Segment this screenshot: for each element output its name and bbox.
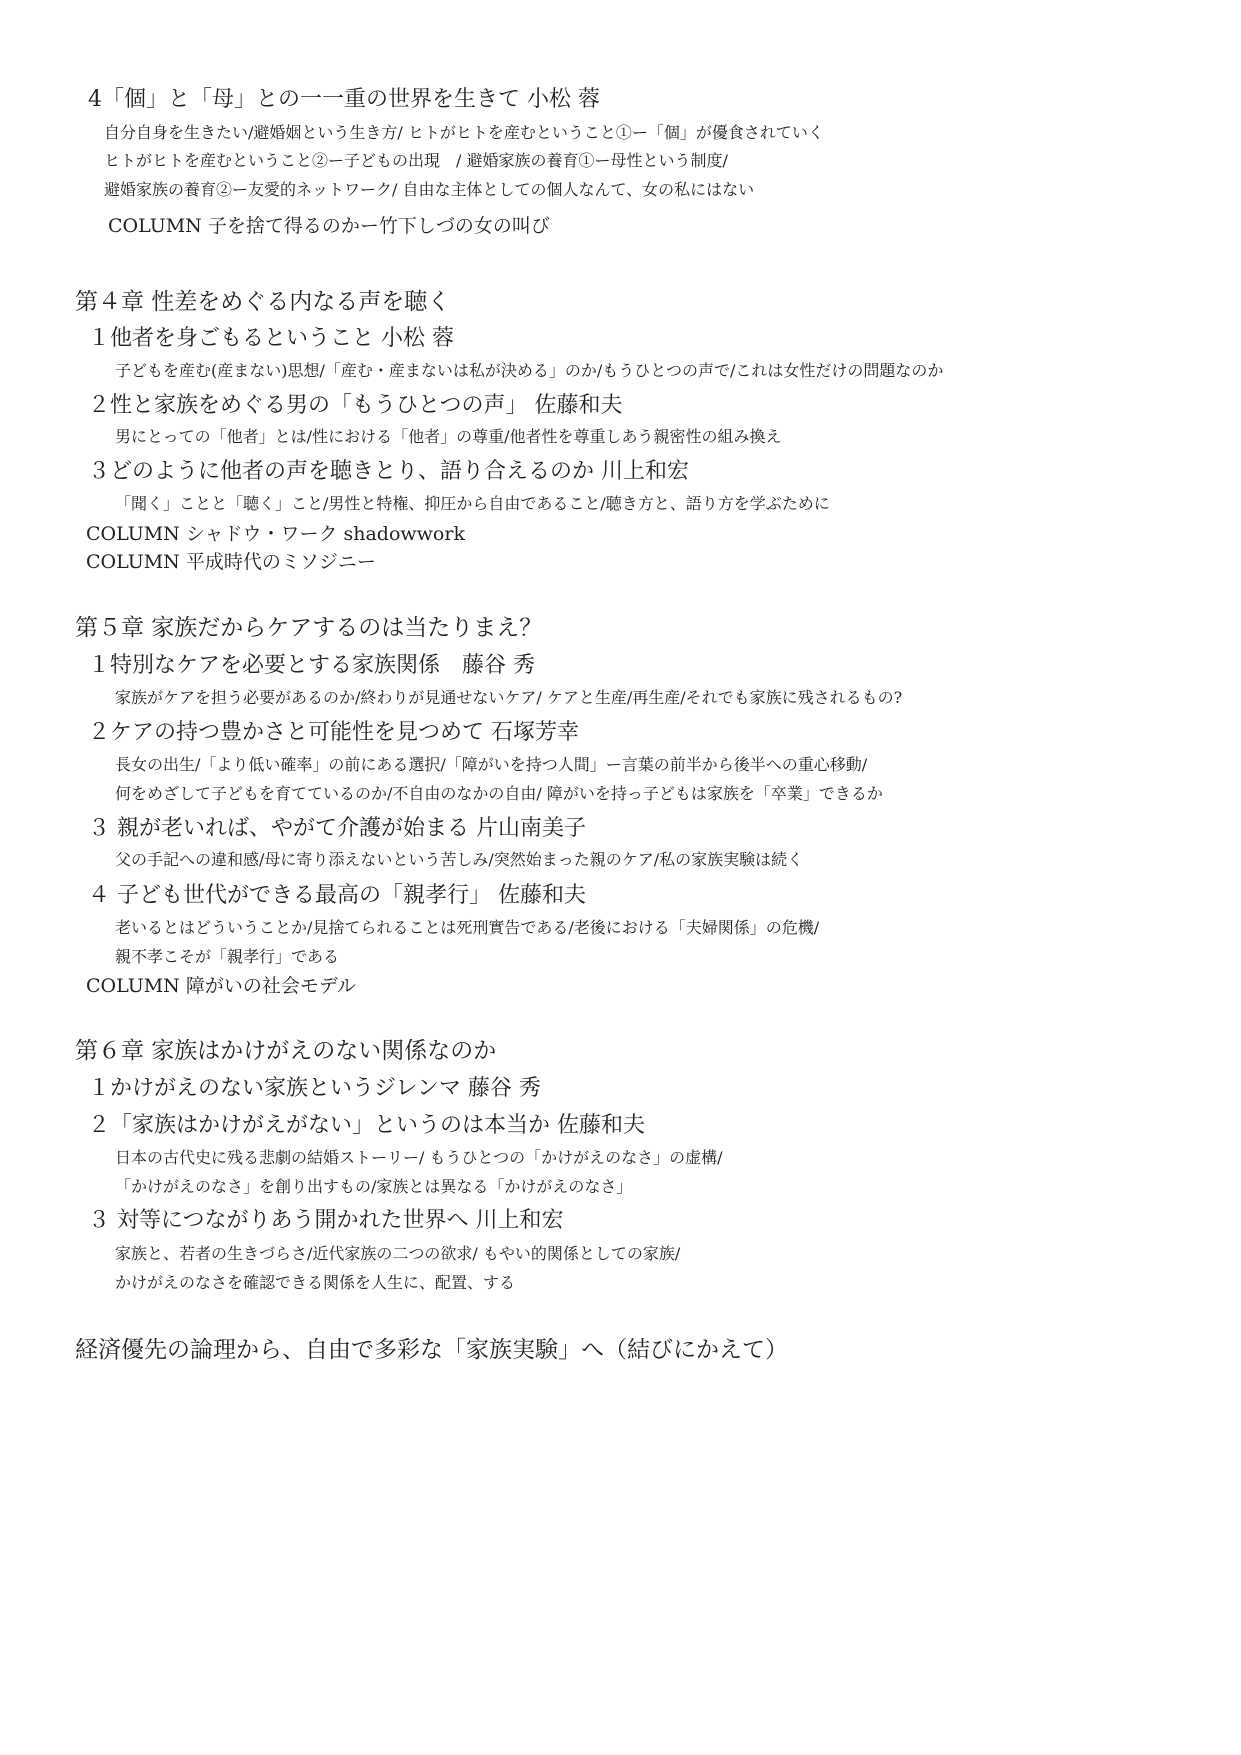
chapter-6-title: 第６章 家族はかけがえのない関係なのか: [75, 1038, 497, 1064]
section-title: 4「個」と「母」との一一重の世界を生きて 小松 蓉: [88, 87, 600, 112]
section-topics: 男にとっての「他者」とは/性における「他者」の尊重/他者性を尊重しあう親密性の組み換え: [115, 427, 782, 446]
column-title: COLUMN 子を捨て得るのかー竹下しづの女の叫び: [108, 215, 550, 237]
chapter-5-title: 第５章 家族だからケアするのは当たりまえ？: [75, 615, 543, 641]
section-topics: 親不孝こそが「親孝行」である: [115, 947, 340, 966]
section-title: ２「家族はかけがえがない」というのは本当か 佐藤和夫: [88, 1113, 645, 1138]
section-title: ３ 親が老いれば、やがて介護が始まる 片山南美子: [88, 816, 586, 841]
section-topics: 父の手記への違和感/母に寄り添えないという苦しみ/突然始まった親のケア/私の家族実験は続く: [115, 850, 804, 869]
section-title: １かけがえのない家族というジレンマ 藤谷 秀: [88, 1076, 541, 1101]
column-title: COLUMN シャドウ・ワーク shadowwork: [86, 523, 465, 545]
chapter-4-title: 第４章 性差をめぐる内なる声を聴く: [75, 289, 451, 315]
section-title: ２ケアの持つ豊かさと可能性を見つめて 石塚芳幸: [88, 720, 579, 745]
section-topics: 長女の出生/「より低い確率」の前にある選択/「障がいを持つ人間」ー言葉の前半から後半への重心移動/: [115, 755, 868, 774]
closing-chapter-title: 経済優先の論理から、自由で多彩な「家族実験」へ（結びにかえて）: [75, 1337, 788, 1363]
section-topics: 「かけがえのなさ」を創り出すもの/家族とは異なる「かけがえのなさ」: [115, 1177, 633, 1196]
section-title: ３ 対等につながりあう開かれた世界へ 川上和宏: [88, 1208, 564, 1233]
section-topics: 日本の古代史に残る悲劇の結婚ストーリー/ もうひとつの「かけがえのなさ」の虚構/: [115, 1148, 723, 1167]
section-topics: 老いるとはどういうことか/見捨てられることは死刑實告である/老後における「夫婦関係」の危機/: [115, 918, 820, 937]
section-topics: 家族がケアを担う必要があるのか/終わりが見通せないケア/ ケアと生産/再生産/それでも家族に残されるもの?: [115, 688, 903, 707]
column-title: COLUMN 障がいの社会モデル: [86, 975, 356, 997]
section-topics: 子どもを産む(産まない)思想/「産む・産まないは私が決める」のか/もうひとつの声で/これは女性だけの問題なのか: [115, 361, 944, 380]
section-topics: 何をめざして子どもを育てているのか/不自由のなかの自由/ 障がいを持っ子どもは家族を「卒業」できるか: [115, 784, 883, 803]
section-title: ２性と家族をめぐる男の「もうひとつの声」 佐藤和夫: [88, 393, 623, 418]
column-title: COLUMN 平成時代のミソジニー: [86, 551, 376, 573]
section-topics: 家族と、若者の生きづらさ/近代家族の二つの欲求/ もやい的関係としての家族/: [115, 1244, 681, 1263]
section-topics: かけがえのなさを確認できる関係を人生に、配置、する: [115, 1273, 516, 1292]
section-title: ３どのように他者の声を聴きとり、語り合えるのか 川上和宏: [88, 459, 689, 484]
section-topics: 避婚家族の養育②ー友愛的ネットワーク/ 自由な主体としての個人なんて、女の私にはない: [104, 180, 755, 199]
section-topics: 自分自身を生きたい/避婚姻という生き方/ ヒトがヒトを産むということ①ー「個」が優食されていく: [104, 123, 824, 142]
section-title: １他者を身ごもるということ 小松 蓉: [88, 326, 454, 351]
section-title: ４ 子ども世代ができる最高の「親孝行」 佐藤和夫: [88, 883, 586, 908]
section-topics: 「聞く」ことと「聴く」こと/男性と特権、抑圧から自由であること/聴き方と、語り方を学ぶために: [115, 494, 830, 513]
section-topics: ヒトがヒトを産むということ②ー子どもの出現 / 避婚家族の養育①ー母性という制度/: [104, 151, 728, 170]
section-title: １特別なケアを必要とする家族関係 藤谷 秀: [88, 653, 535, 678]
